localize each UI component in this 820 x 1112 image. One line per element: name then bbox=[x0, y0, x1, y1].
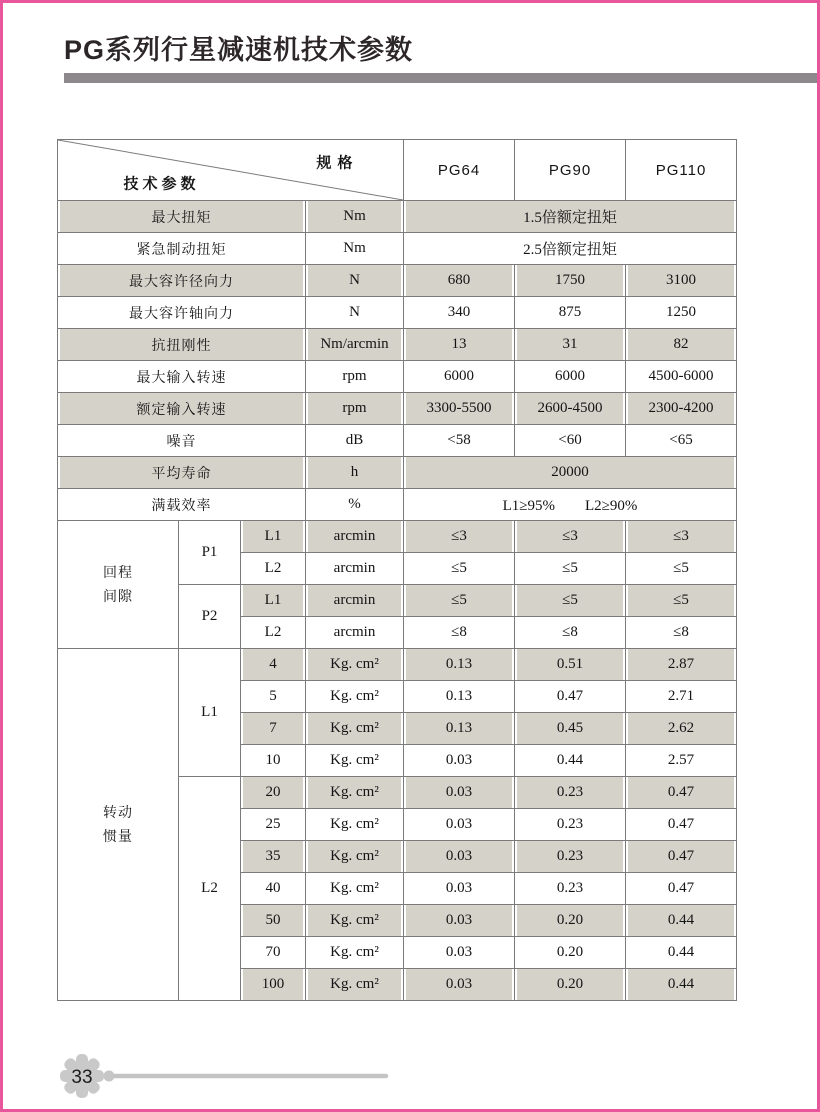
level-cell: L2 bbox=[241, 553, 306, 585]
unit-cell: Kg. cm² bbox=[306, 745, 404, 777]
ratio-cell: 40 bbox=[241, 873, 306, 905]
unit-cell: % bbox=[306, 489, 404, 521]
spec-label-cell: 最大输入转速 bbox=[58, 361, 306, 393]
table-header-row bbox=[58, 140, 737, 201]
table-row bbox=[58, 393, 737, 425]
spec-label-cell: 最大容许轴向力 bbox=[58, 297, 306, 329]
stage-group-cell: L2 bbox=[179, 777, 241, 1001]
unit-cell: dB bbox=[306, 425, 404, 457]
value-cell: 0.44 bbox=[626, 905, 737, 937]
spec-label-cell: 最大扭矩 bbox=[58, 201, 306, 233]
value-cell: 0.47 bbox=[626, 841, 737, 873]
value-cell: ≤5 bbox=[404, 553, 515, 585]
unit-cell: arcmin bbox=[306, 553, 404, 585]
inertia-group-label: 转动 惯量 bbox=[58, 649, 179, 1001]
value-cell: <65 bbox=[626, 425, 737, 457]
unit-cell: Kg. cm² bbox=[306, 777, 404, 809]
unit-cell: arcmin bbox=[306, 585, 404, 617]
value-cell: 0.47 bbox=[626, 809, 737, 841]
value-cell: 3300-5500 bbox=[404, 393, 515, 425]
value-cell: 0.23 bbox=[515, 809, 626, 841]
page-title: PG系列行星减速机技术参数 bbox=[64, 35, 414, 65]
value-cell: 0.03 bbox=[404, 841, 515, 873]
spec-label-cell: 平均寿命 bbox=[58, 457, 306, 489]
value-cell: 3100 bbox=[626, 265, 737, 297]
value-cell: 0.03 bbox=[404, 937, 515, 969]
ratio-cell: 70 bbox=[241, 937, 306, 969]
level-cell: L1 bbox=[241, 585, 306, 617]
column-header-pg90: PG90 bbox=[515, 140, 626, 201]
value-cell: <60 bbox=[515, 425, 626, 457]
unit-cell: Kg. cm² bbox=[306, 969, 404, 1001]
ratio-cell: 50 bbox=[241, 905, 306, 937]
value-cell: 680 bbox=[404, 265, 515, 297]
value-cell: ≤5 bbox=[626, 585, 737, 617]
backlash-group-label: 回程 间隙 bbox=[58, 521, 179, 649]
unit-cell: Nm/arcmin bbox=[306, 329, 404, 361]
value-cell: 0.03 bbox=[404, 809, 515, 841]
value-cell: 1.5倍额定扭矩 bbox=[404, 201, 737, 233]
value-cell: 6000 bbox=[404, 361, 515, 393]
value-cell: <58 bbox=[404, 425, 515, 457]
value-cell: ≤8 bbox=[515, 617, 626, 649]
value-cell: 0.13 bbox=[404, 681, 515, 713]
unit-cell: N bbox=[306, 297, 404, 329]
value-cell: ≤5 bbox=[515, 553, 626, 585]
unit-cell: Nm bbox=[306, 201, 404, 233]
spec-label-cell: 紧急制动扭矩 bbox=[58, 233, 306, 265]
unit-cell: rpm bbox=[306, 393, 404, 425]
table-row bbox=[58, 521, 737, 553]
value-cell: 0.44 bbox=[626, 937, 737, 969]
value-cell: 0.44 bbox=[515, 745, 626, 777]
value-cell: 13 bbox=[404, 329, 515, 361]
column-header-pg64: PG64 bbox=[404, 140, 515, 201]
value-cell: 0.47 bbox=[626, 873, 737, 905]
value-cell: ≤8 bbox=[404, 617, 515, 649]
value-cell: 31 bbox=[515, 329, 626, 361]
value-cell: 0.20 bbox=[515, 969, 626, 1001]
spec-label-cell: 抗扭刚性 bbox=[58, 329, 306, 361]
unit-cell: arcmin bbox=[306, 521, 404, 553]
ratio-cell: 4 bbox=[241, 649, 306, 681]
column-header-pg110: PG110 bbox=[626, 140, 737, 201]
value-cell: L1≥95% L2≥90% bbox=[404, 489, 737, 521]
table-row bbox=[58, 425, 737, 457]
spec-label-cell: 额定输入转速 bbox=[58, 393, 306, 425]
table-row bbox=[58, 361, 737, 393]
value-cell: 6000 bbox=[515, 361, 626, 393]
value-cell: 0.47 bbox=[515, 681, 626, 713]
value-cell: 82 bbox=[626, 329, 737, 361]
value-cell: ≤5 bbox=[404, 585, 515, 617]
unit-cell: Kg. cm² bbox=[306, 681, 404, 713]
table-row bbox=[58, 649, 737, 681]
unit-cell: Kg. cm² bbox=[306, 841, 404, 873]
table-row bbox=[58, 489, 737, 521]
unit-cell: Kg. cm² bbox=[306, 809, 404, 841]
title-underline-bar bbox=[64, 73, 817, 83]
ratio-cell: 7 bbox=[241, 713, 306, 745]
value-cell: 875 bbox=[515, 297, 626, 329]
unit-cell: rpm bbox=[306, 361, 404, 393]
level-cell: L2 bbox=[241, 617, 306, 649]
value-cell: 2.57 bbox=[626, 745, 737, 777]
value-cell: ≤5 bbox=[626, 553, 737, 585]
value-cell: 0.03 bbox=[404, 873, 515, 905]
value-cell: 340 bbox=[404, 297, 515, 329]
table-row bbox=[58, 297, 737, 329]
value-cell: 2.5倍额定扭矩 bbox=[404, 233, 737, 265]
corner-cell bbox=[58, 140, 404, 201]
ratio-cell: 5 bbox=[241, 681, 306, 713]
value-cell: 1250 bbox=[626, 297, 737, 329]
unit-cell: Kg. cm² bbox=[306, 905, 404, 937]
table-row bbox=[58, 329, 737, 361]
value-cell: 0.03 bbox=[404, 969, 515, 1001]
value-cell: 0.47 bbox=[626, 777, 737, 809]
spec-label-cell: 噪音 bbox=[58, 425, 306, 457]
unit-cell: Kg. cm² bbox=[306, 713, 404, 745]
value-cell: 0.03 bbox=[404, 905, 515, 937]
value-cell: 2600-4500 bbox=[515, 393, 626, 425]
page-number: 33 bbox=[71, 1067, 93, 1088]
unit-cell: Kg. cm² bbox=[306, 873, 404, 905]
corner-label-spec: 规格 bbox=[316, 154, 359, 172]
value-cell: 0.13 bbox=[404, 649, 515, 681]
level-cell: L1 bbox=[241, 521, 306, 553]
unit-cell: arcmin bbox=[306, 617, 404, 649]
unit-cell: Kg. cm² bbox=[306, 937, 404, 969]
unit-cell: Kg. cm² bbox=[306, 649, 404, 681]
value-cell: 2.71 bbox=[626, 681, 737, 713]
value-cell: 4500-6000 bbox=[626, 361, 737, 393]
value-cell: 0.03 bbox=[404, 745, 515, 777]
value-cell: 0.13 bbox=[404, 713, 515, 745]
stage-group-cell: L1 bbox=[179, 649, 241, 777]
ratio-cell: 10 bbox=[241, 745, 306, 777]
page-footer-decoration bbox=[59, 1053, 391, 1099]
unit-cell: h bbox=[306, 457, 404, 489]
table-row bbox=[58, 457, 737, 489]
unit-cell: Nm bbox=[306, 233, 404, 265]
corner-label-params: 技术参数 bbox=[123, 175, 200, 193]
value-cell: 20000 bbox=[404, 457, 737, 489]
value-cell: 1750 bbox=[515, 265, 626, 297]
ratio-cell: 25 bbox=[241, 809, 306, 841]
value-cell: 0.23 bbox=[515, 777, 626, 809]
value-cell: 2.62 bbox=[626, 713, 737, 745]
unit-cell: N bbox=[306, 265, 404, 297]
value-cell: 0.20 bbox=[515, 905, 626, 937]
value-cell: 0.45 bbox=[515, 713, 626, 745]
ratio-cell: 35 bbox=[241, 841, 306, 873]
spec-label-cell: 最大容许径向力 bbox=[58, 265, 306, 297]
value-cell: 0.20 bbox=[515, 937, 626, 969]
ratio-cell: 20 bbox=[241, 777, 306, 809]
value-cell: ≤3 bbox=[626, 521, 737, 553]
value-cell: 0.44 bbox=[626, 969, 737, 1001]
value-cell: 2300-4200 bbox=[626, 393, 737, 425]
spec-table bbox=[57, 139, 737, 1001]
value-cell: ≤5 bbox=[515, 585, 626, 617]
value-cell: ≤8 bbox=[626, 617, 737, 649]
table-row bbox=[58, 233, 737, 265]
value-cell: ≤3 bbox=[404, 521, 515, 553]
value-cell: 0.23 bbox=[515, 841, 626, 873]
table-row bbox=[58, 201, 737, 233]
spec-label-cell: 满载效率 bbox=[58, 489, 306, 521]
value-cell: ≤3 bbox=[515, 521, 626, 553]
value-cell: 0.23 bbox=[515, 873, 626, 905]
ratio-cell: 100 bbox=[241, 969, 306, 1001]
precision-grade-cell: P1 bbox=[179, 521, 241, 585]
table-row bbox=[58, 265, 737, 297]
value-cell: 2.87 bbox=[626, 649, 737, 681]
value-cell: 0.03 bbox=[404, 777, 515, 809]
precision-grade-cell: P2 bbox=[179, 585, 241, 649]
value-cell: 0.51 bbox=[515, 649, 626, 681]
